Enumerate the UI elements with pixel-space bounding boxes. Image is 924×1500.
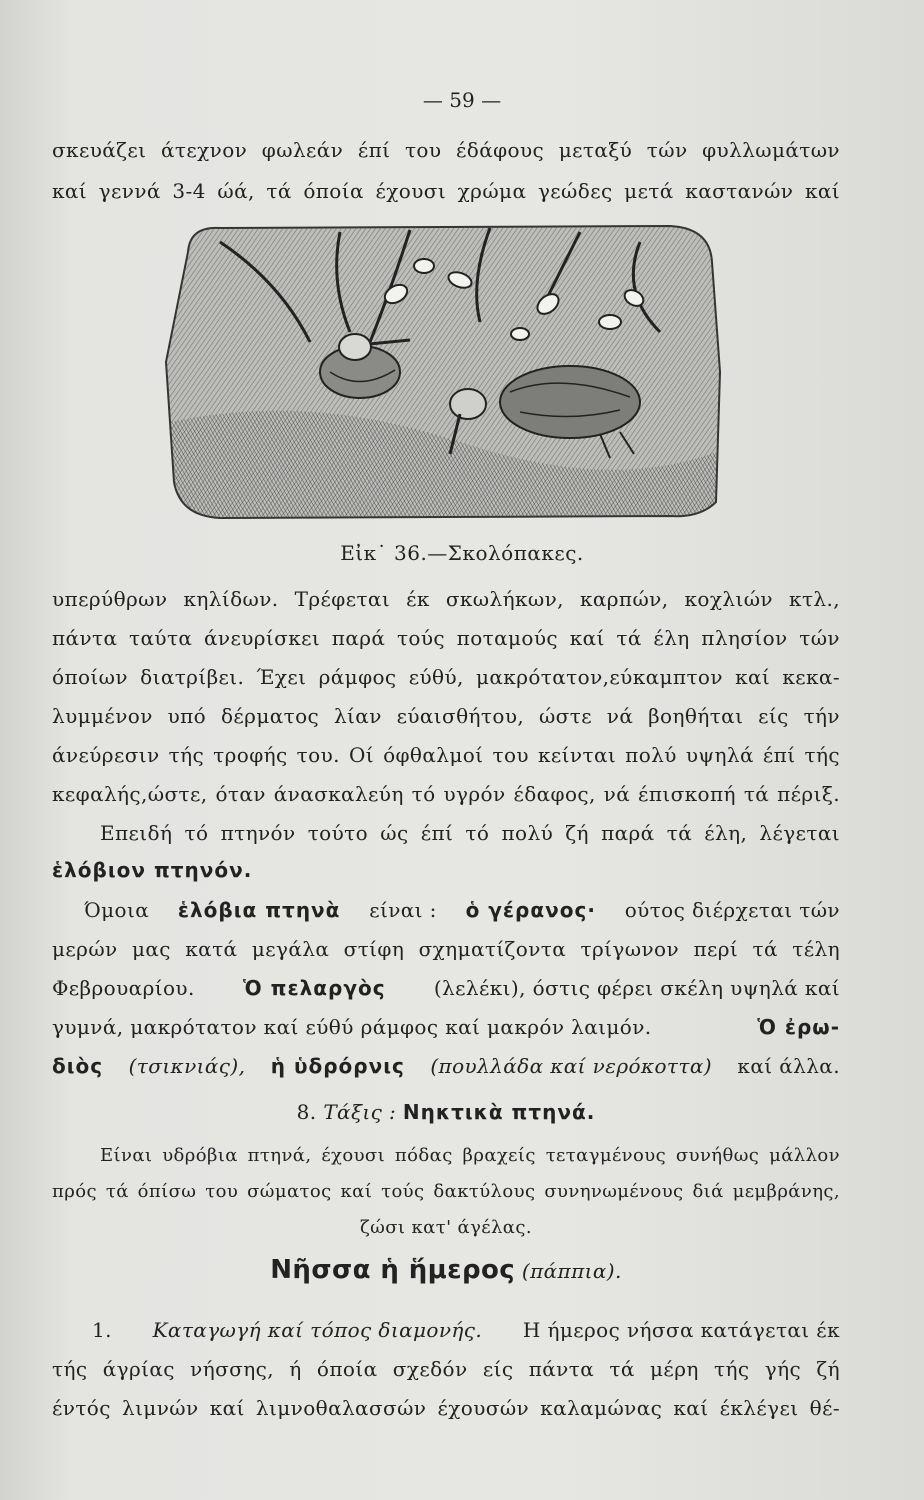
text-span: (λελέκι), όστις φέρει σκέλη υψηλά καί	[433, 976, 840, 1000]
text-line	[92, 1316, 840, 1344]
term-erodios: Ὁ ἐρω-	[757, 1015, 840, 1039]
term-geranos: ὁ γέρανος·	[465, 898, 596, 922]
subsection-title: Καταγωγή καί τόπος διαμονής.	[152, 1318, 483, 1342]
text-span: ούτος διέρχεται τών	[624, 898, 840, 922]
text-span: Φεβρουαρίου.	[52, 976, 195, 1000]
text-span: είναι :	[369, 898, 437, 922]
text-line: πάντα ταύτα άνευρίσκει παρά τούς ποταμούς καί τά έλη πλησίον τών	[52, 626, 840, 650]
text-line	[52, 1013, 840, 1041]
text-line: μερών μας κατά μεγάλα στίφη σχηματίζοντα τρίγωνον περί τά τέλη	[52, 937, 840, 961]
text-span: (τσικνιάς),	[128, 1054, 246, 1078]
text-line: όποίων διατρίβει. Έχει ράμφος εύθύ, μακρότατον,εύκαμπτον καί κεκα-	[52, 665, 840, 689]
woodcock-engraving	[160, 222, 728, 522]
text-span: Όμοια	[84, 898, 150, 922]
section-heading	[52, 1098, 840, 1126]
term-ydrornis: ἡ ὑδρόρνις	[270, 1054, 405, 1078]
text-span: Η ήμερος νήσσα κατάγεται έκ	[522, 1318, 840, 1342]
text-line: σκευάζει άτεχνον φωλεάν έπί του έδάφους μεταξύ τών φυλλωμάτων	[52, 138, 840, 162]
text-line: κεφαλής,ώστε, όταν άνασκαλεύη τό υγρόν έδαφος, νά έπισκοπή τά πέριξ.	[52, 782, 840, 806]
page-number: — 59 —	[422, 88, 502, 112]
term-elobion: ἑλόβιον πτηνόν.	[52, 858, 253, 882]
text-line: λυμμένον υπό δέρματος λίαν εύαισθήτου, ώστε νά βοηθήται είς τήν	[52, 704, 840, 728]
text-line: τής άγρίας νήσσης, ή όποία σχεδόν είς πάντα τά μέρη τής γής ζή	[52, 1357, 840, 1381]
species-heading	[52, 1256, 840, 1285]
text-line: πρός τά όπίσω του σώματος καί τούς δακτύλους συνηνωμένους διά μεμβράνης,	[52, 1181, 840, 1202]
text-line	[52, 1052, 840, 1080]
section-title: Νηκτικὰ πτηνά.	[402, 1100, 596, 1124]
text-line: Είναι υδρόβια πτηνά, έχουσι πόδας βραχείς τεταγμένους συνήθως μάλλον	[100, 1145, 840, 1166]
text-line	[52, 974, 840, 1002]
text-line-bold-term	[52, 856, 840, 884]
term-elobia-ptina: ἑλόβια πτηνὰ	[177, 898, 341, 922]
figure-caption: Εἰκ˙ 36.—Σκολόπακες.	[340, 541, 584, 565]
text-span: καί άλλα.	[737, 1054, 840, 1078]
engraving-image	[160, 222, 728, 522]
term-erodios-cont: διὸς	[52, 1054, 104, 1078]
text-line: καί γεννά 3-4 ώά, τά όποία έχουσι χρώμα γεώδες μετά καστανών καί	[52, 179, 840, 203]
species-name: Νῆσσα ἡ ἥμερος	[270, 1255, 516, 1285]
text-span: γυμνά, μακρότατον καί εύθύ ράμφος καί μακρόν λαιμόν.	[52, 1015, 652, 1039]
section-number: 8.	[296, 1100, 317, 1124]
text-line: άνεύρεσιν τής τροφής του. Οί όφθαλμοί του κείνται πολύ υψηλά έπί τής	[52, 743, 840, 767]
term-pelargos: Ὁ πελαργὸς	[243, 976, 386, 1000]
section-label: Τάξις :	[323, 1100, 397, 1124]
species-common-name: (πάππια).	[521, 1259, 622, 1283]
text-line: υπερύθρων κηλίδων. Τρέφεται έκ σκωλήκων, καρπών, κοχλιών κτλ.,	[52, 587, 840, 611]
list-number: 1.	[92, 1318, 112, 1342]
text-span: (πουλλάδα καί νερόκοττα)	[430, 1054, 712, 1078]
text-line: ζώσι κατ' άγέλας.	[360, 1217, 532, 1238]
text-line	[84, 896, 840, 924]
text-line: έντός λιμνών καί λιμνοθαλασσών έχουσών καλαμώνας καί έκλέγει θέ-	[52, 1396, 840, 1420]
text-line: Επειδή τό πτηνόν τούτο ώς έπί τό πολύ ζή παρά τά έλη, λέγεται	[100, 821, 840, 845]
